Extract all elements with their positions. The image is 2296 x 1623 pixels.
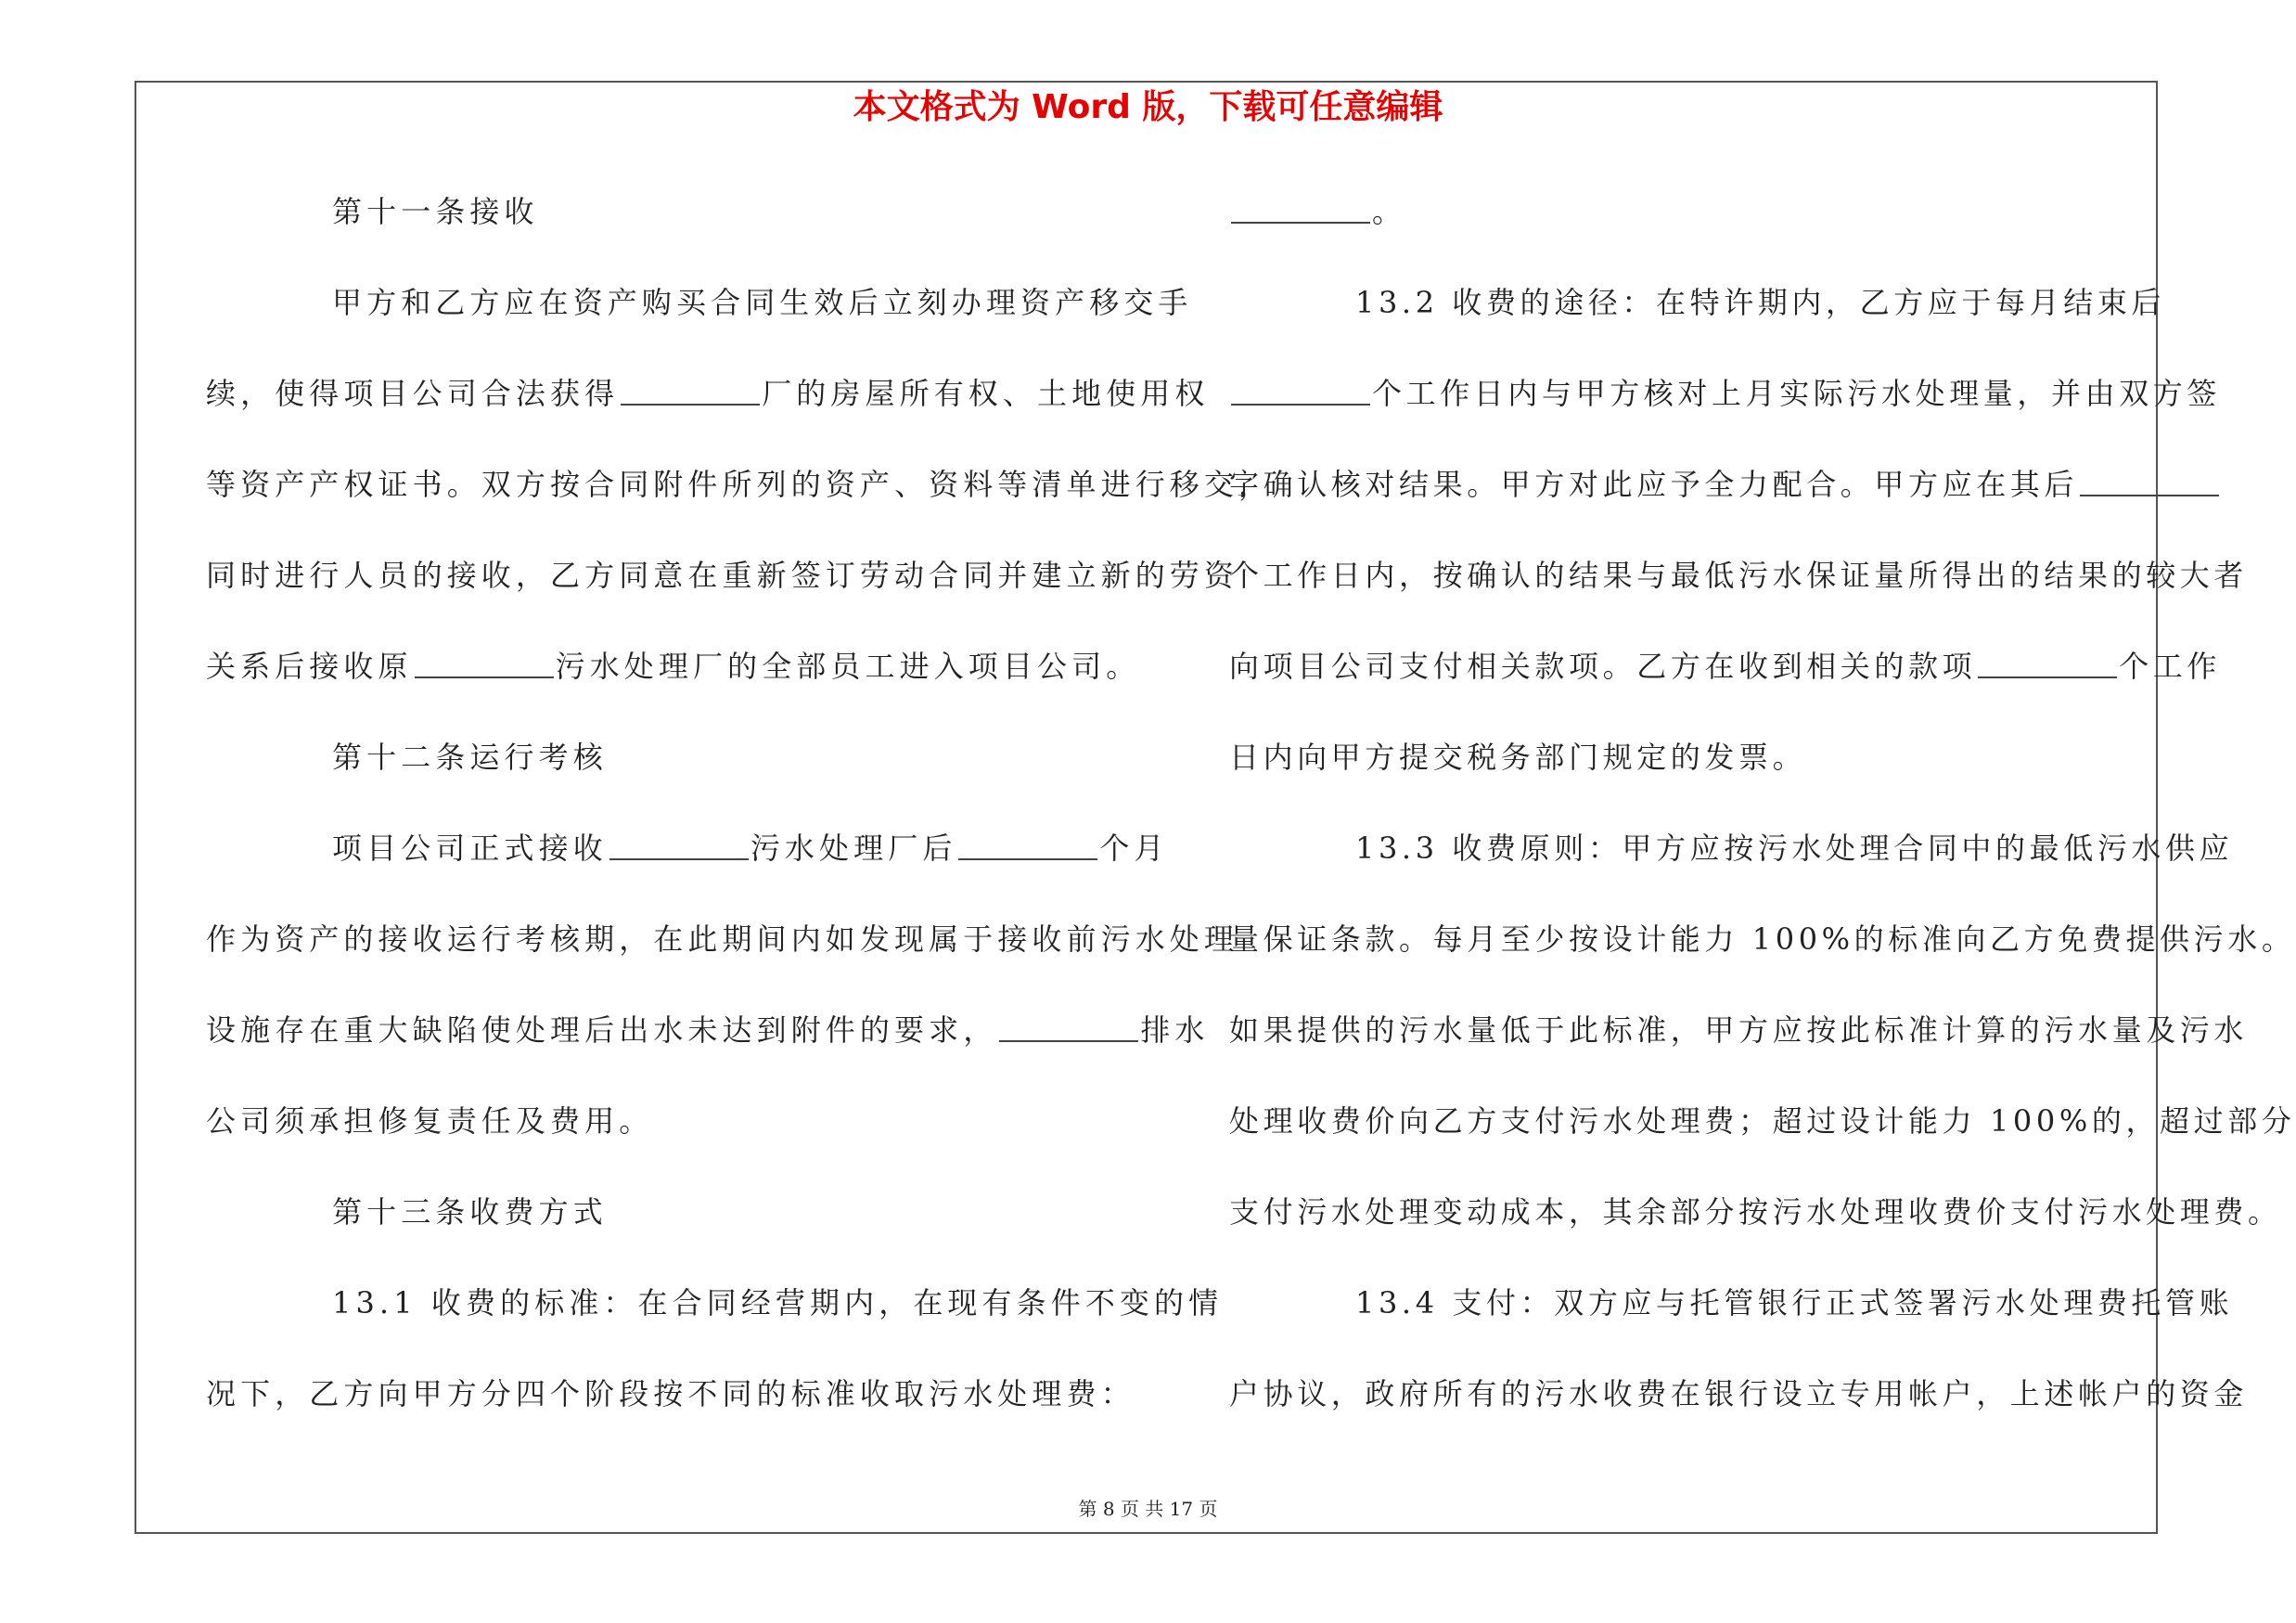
fill-blank [415, 649, 554, 678]
format-banner: 本文格式为 Word 版，下载可任意编辑 [853, 88, 1443, 126]
text-line: 甲方和乙方应在资产购买合同生效后立刻办理资产移交手 [332, 285, 1193, 320]
text-line: 向项目公司支付相关款项。乙方在收到相关的款项 个工作 [1229, 649, 2222, 684]
text-line: 。 [1229, 186, 2175, 277]
fill-blank [958, 831, 1097, 860]
text-line: 支付污水处理变动成本，其余部分按污水处理收费价支付污水处理费。 [1229, 1194, 2282, 1230]
text-line: 13.2 收费的途径：在特许期内，乙方应于每月结束后 [1355, 285, 2166, 320]
article-13-heading: 第十三条收费方式 [332, 1194, 608, 1230]
left-column [206, 186, 1274, 1459]
fill-blank [621, 376, 760, 406]
text-line: 等资产产权证书。双方按合同附件所列的资产、资料等清单进行移交， [206, 467, 1274, 502]
article-11-heading: 第十一条接收 [332, 194, 539, 229]
article-12-heading: 第十二条运行考核 [332, 740, 608, 775]
right-column [1229, 186, 2296, 1459]
page-number: 第 8 页 共 17 页 [1078, 1498, 1218, 1520]
text-line: 量保证条款。每月至少按设计能力 100%的标准向乙方免费提供污水。 [1229, 921, 2296, 957]
text-line: 字确认核对结果。甲方对此应予全力配合。甲方应在其后 [1229, 458, 2175, 549]
fill-blank [999, 1012, 1138, 1042]
fill-blank [1231, 376, 1370, 406]
text-line: 同时进行人员的接收，乙方同意在重新签订劳动合同并建立新的劳资 [206, 558, 1239, 593]
fill-blank [2080, 467, 2219, 496]
text-line: 如果提供的污水量低于此标准，甲方应按此标准计算的污水量及污水 [1229, 1012, 2249, 1048]
text-line: 作为资产的接收运行考核期，在此期间内如发现属于接收前污水处理 [206, 921, 1239, 957]
fill-blank [1231, 194, 1370, 224]
text-line: 日内向甲方提交税务部门规定的发票。 [1229, 740, 1807, 775]
text-line: 13.4 支付：双方应与托管银行正式签署污水处理费托管账 [1355, 1285, 2234, 1320]
text-line: 设施存在重大缺陷使处理后出水未达到附件的要求， 排水 [206, 1012, 1210, 1048]
text-line: 续，使得项目公司合法获得 厂的房屋所有权、土地使用权 [206, 376, 1210, 411]
text-line: 户协议，政府所有的污水收费在银行设立专用帐户，上述帐户的资金 [1229, 1376, 2249, 1411]
text-line: 处理收费价向乙方支付污水处理费；超过设计能力 100%的，超过部分 [1229, 1103, 2296, 1139]
fill-blank [609, 831, 749, 860]
text-line: 关系后接收原 污水处理厂的全部员工进入项目公司。 [206, 649, 1141, 684]
text-line: 公司须承担修复责任及费用。 [206, 1103, 654, 1139]
text-line: 况下，乙方向甲方分四个阶段按不同的标准收取污水处理费： [206, 1376, 1135, 1411]
text-line: 项目公司正式接收 污水处理厂后 个月 [332, 831, 1169, 866]
text-line: 13.1 收费的标准：在合同经营期内，在现有条件不变的情 [332, 1285, 1224, 1320]
text-line: 个工作日内与甲方核对上月实际污水处理量，并由双方签 [1229, 367, 2175, 458]
fill-blank [1978, 649, 2117, 678]
text-line: 13.3 收费原则：甲方应按污水处理合同中的最低污水供应 [1355, 831, 2234, 866]
text-line: 个工作日内，按确认的结果与最低污水保证量所得出的结果的较大者 [1229, 558, 2249, 593]
